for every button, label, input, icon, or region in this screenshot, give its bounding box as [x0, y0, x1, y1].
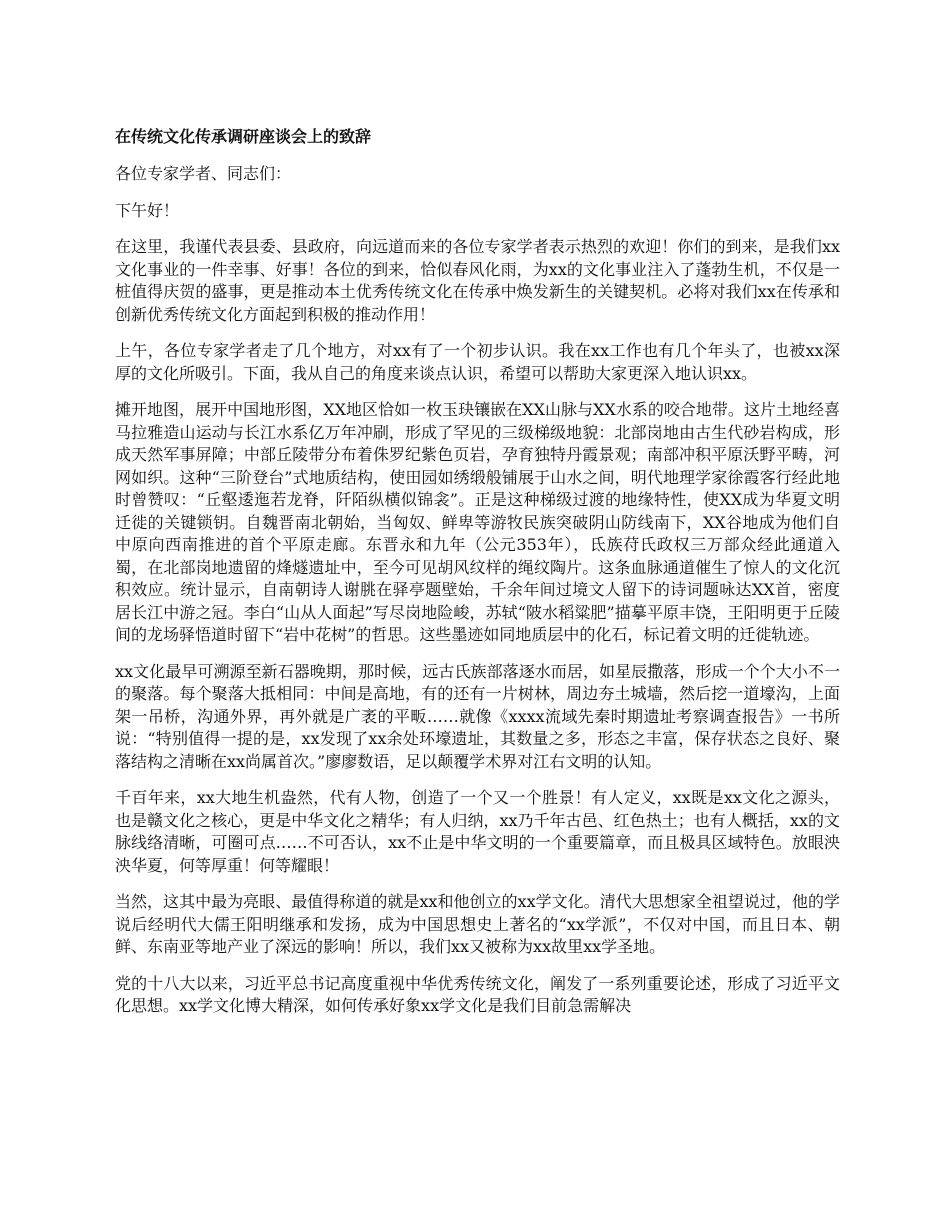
paragraph-geography: 摊开地图，展开中国地形图，XX地区恰如一枚玉玦镶嵌在XX山脉与XX水系的咬合地带。这片土地经喜马拉雅造山运动与长江水系亿万年冲刷，形成了罕见的三级梯级地貌：北部岗地由古生代砂岩构成，形成天然军事屏障；中部丘陵带分布着侏罗纪紫色页岩，孕育独特丹霞景观；南部冲积平原沃野平畴，河网如织。这种“三阶登台”式地质结构，使田园如绣缎般铺展于山水之间，明代地理学家徐霞客行经此地时曾赞叹：“丘壑逶迤若龙脊，阡陌纵横似锦衾”。正是这种梯级过渡的地缘特性，使XX成为华夏文明迁徙的关键锁钥。自魏晋南北朝始，当匈奴、鲜卑等游牧民族突破阴山防线南下，XX谷地成为他们自中原向西南推进的首个平原走廊。东晋永和九年（公元353年），氐族苻氏政权三万部众经此通道入蜀，在北部岗地遗留的烽燧遗址中，至今可见胡风纹样的绳纹陶片。这条血脉通道催生了惊人的文化沉积效应。统计显示，自南朝诗人谢朓在驿亭题壁始，千余年间过境文人留下的诗词题咏达XX首，密度居长江中游之冠。李白“山从人面起”写尽岗地险峻，苏轼“陂水稻粱肥”描摹平原丰饶，王阳明更于丘陵间的龙场驿悟道时留下“岩中花树”的哲思。这些墨迹如同地质层中的化石，标记着文明的迁徙轨迹。 — [115, 400, 840, 644]
paragraph-origins: xx文化最早可溯源至新石器晚期，那时候，远古氏族部落逐水而居，如星辰撒落，形成一个个大小不一的聚落。每个聚落大抵相同：中间是高地，有的还有一片树林，周边夯土城墙，然后挖一道壕沟，上面架一吊桥，沟通外界，再外就是广袤的平畈……就像《xxxx流域先秦时期遗址考察调查报告》一书所说：“特别值得一提的是，xx发现了xx余处环壕遗址，其数量之多，形态之丰富，保存状态之良好、聚落结构之清晰在xx尚属首次。”廖廖数语，足以颠覆学术界对江右文明的认知。 — [115, 661, 840, 771]
paragraph-heritage: 千百年来，xx大地生机盎然，代有人物，创造了一个又一个胜景！有人定义，xx既是xx文化之源头，也是赣文化之核心，更是中华文化之精华；有人归纳，xx乃千年古邑、红色热土；也有人概括，xx的文脉线络清晰，可圈可点……不可否认，xx不止是中华文明的一个重要篇章，而且极具区域特色。放眼泱泱华夏，何等厚重！何等耀眼！ — [115, 788, 840, 875]
greeting: 下午好！ — [115, 200, 180, 220]
paragraph-school-of-thought: 当然，这其中最为亮眼、最值得称道的就是xx和他创立的xx学文化。清代大思想家全祖望说过，他的学说后经明代大儒王阳明继承和发扬，成为中国思想史上著名的“xx学派”，不仅对中国，而且日本、朝鲜、东南亚等地产业了深远的影响！所以，我们xx又被称为xx故里xx学圣地。 — [115, 892, 840, 956]
salutation: 各位专家学者、同志们： — [115, 164, 292, 183]
paragraph-party-congress: 党的十八大以来，习近平总书记高度重视中华优秀传统文化，阐发了一系列重要论述，形成了习近平文化思想。xx学文化博大精深，如何传承好象xx学文化是我们目前急需解决 — [115, 973, 840, 1015]
document-page — [115, 125, 840, 1032]
paragraph-morning-visit: 上午，各位专家学者走了几个地方，对xx有了一个初步认识。我在xx工作也有几个年头了，也被xx深厚的文化所吸引。下面，我从自己的角度来谈点认识，希望可以帮助大家更深入地认识xx。 — [115, 341, 840, 383]
document-title: 在传统文化传承调研座谈会上的致辞 — [115, 127, 372, 146]
paragraph-welcome: 在这里，我谨代表县委、县政府，向远道而来的各位专家学者表示热烈的欢迎！你们的到来，是我们xx文化事业的一件幸事、好事！各位的到来，恰似春风化雨，为xx的文化事业注入了蓬勃生机，不仅是一桩值得庆贺的盛事，更是推动本土优秀传统文化在传承中焕发新生的关键契机。必将对我们xx在传承和创新优秀传统文化方面起到积极的推动作用！ — [115, 237, 840, 324]
